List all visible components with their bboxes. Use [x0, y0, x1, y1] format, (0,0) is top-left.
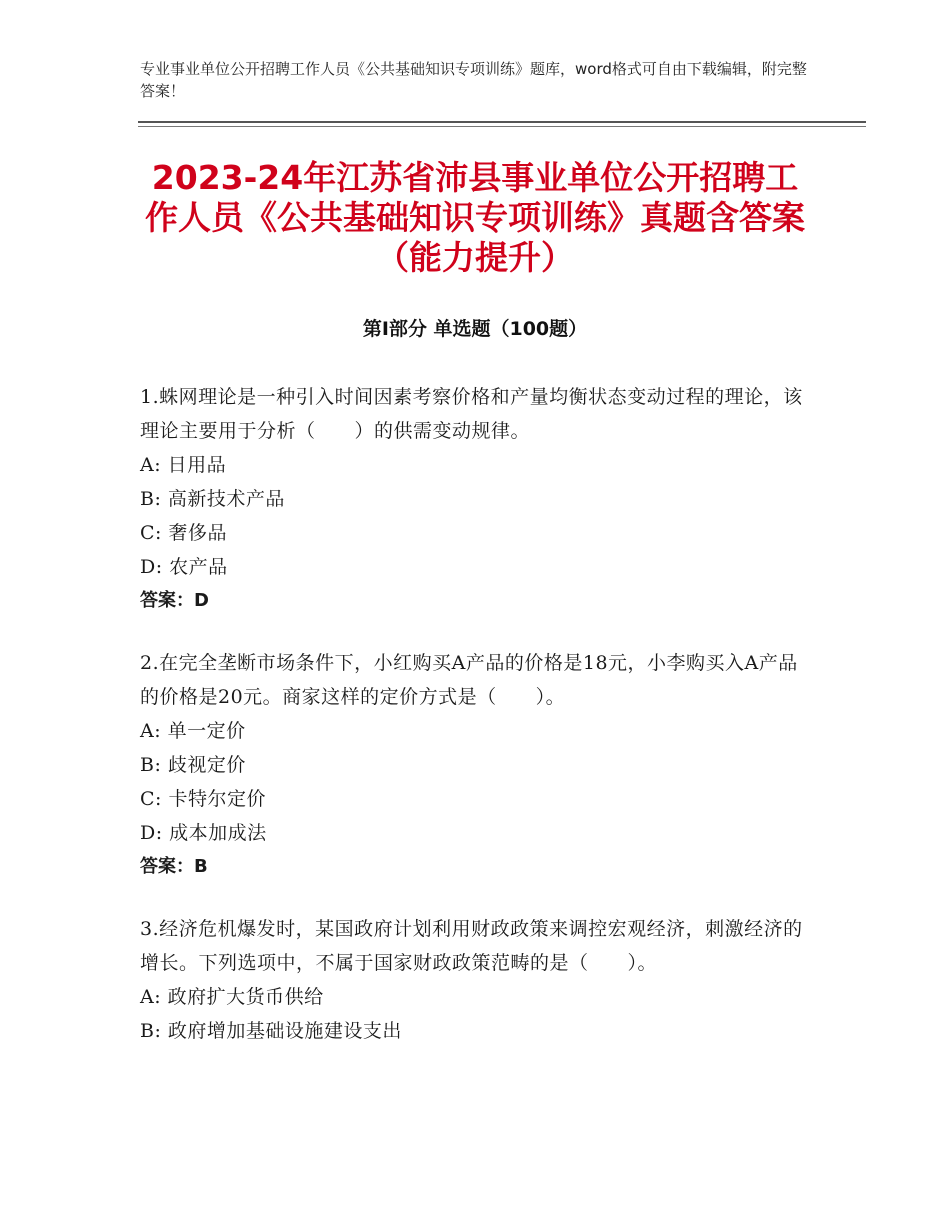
question-stem: 2.在完全垄断市场条件下，小红购买A产品的价格是18元，小李购买入A产品的价格是20元。商家这样的定价方式是（ ）。 [140, 652, 798, 708]
option-a: A: 日用品 [140, 454, 227, 476]
document-title: 2023-24年江苏省沛县事业单位公开招聘工作人员《公共基础知识专项训练》真题含答案（能力提升） [145, 158, 805, 277]
question-stem: 3.经济危机爆发时，某国政府计划利用财政政策来调控宏观经济，刺激经济的增长。下列选项中，不属于国家财政政策范畴的是（ ）。 [140, 918, 803, 974]
answer: 答案：B [140, 856, 208, 877]
option-d: D: 农产品 [140, 556, 228, 578]
question-2 [140, 646, 810, 884]
header-divider-thin [138, 126, 866, 127]
question-1 [140, 380, 810, 618]
question-3 [140, 912, 810, 1048]
option-a: A: 政府扩大货币供给 [140, 986, 324, 1008]
option-c: C: 奢侈品 [140, 522, 227, 544]
option-b: B: 政府增加基础设施建设支出 [140, 1020, 402, 1042]
section-title: 第Ⅰ部分 单选题（100题） [362, 318, 588, 340]
question-list [140, 380, 810, 1076]
question-stem: 1.蛛网理论是一种引入时间因素考察价格和产量均衡状态变动过程的理论，该理论主要用于分析（ ）的供需变动规律。 [140, 386, 803, 442]
answer: 答案：D [140, 590, 209, 611]
option-b: B: 歧视定价 [140, 754, 246, 776]
header-note: 专业事业单位公开招聘工作人员《公共基础知识专项训练》题库，word格式可自由下载编辑，附完整答案！ [140, 60, 807, 100]
option-b: B: 高新技术产品 [140, 488, 285, 510]
option-d: D: 成本加成法 [140, 822, 267, 844]
option-a: A: 单一定价 [140, 720, 246, 742]
option-c: C: 卡特尔定价 [140, 788, 266, 810]
header-divider [138, 121, 866, 123]
